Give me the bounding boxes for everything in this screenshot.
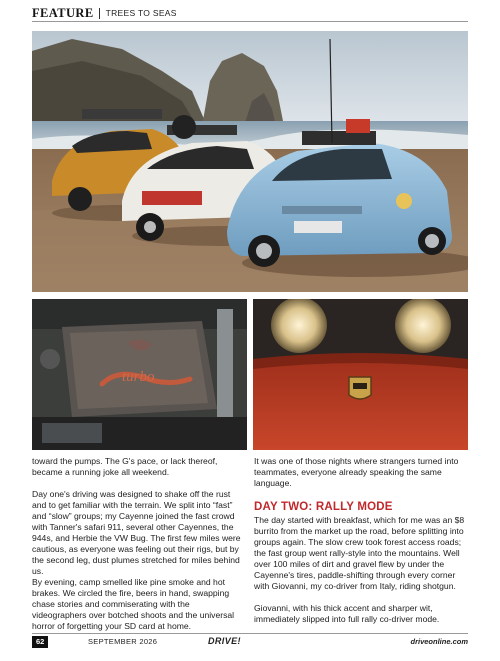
engine-bay-illustration bbox=[32, 299, 247, 450]
section-heading: DAY TWO: RALLY MODE bbox=[254, 501, 393, 513]
right-rally-light-icon bbox=[395, 299, 451, 353]
rally-lights-illustration bbox=[253, 299, 468, 450]
footer-rule bbox=[32, 633, 468, 634]
header-rule bbox=[32, 21, 468, 22]
section-label: FEATURE bbox=[32, 5, 94, 20]
page-footer bbox=[32, 636, 468, 648]
page-header bbox=[32, 6, 177, 20]
photo-rally-lights bbox=[253, 299, 468, 450]
article-left-column bbox=[32, 456, 245, 643]
magazine-logo: DRIVE! bbox=[208, 636, 241, 646]
photo-engine-bay bbox=[32, 299, 247, 450]
left-rally-light-icon bbox=[271, 299, 327, 353]
website-url: driveonline.com bbox=[410, 637, 468, 646]
header-divider bbox=[99, 8, 100, 19]
page-number: 62 bbox=[32, 636, 48, 648]
article-right-column bbox=[254, 456, 467, 636]
turbo-badge: turbo bbox=[122, 369, 155, 385]
article-paragraph: Giovanni, with his thick accent and sharper wit, immediately slipped into full rally co-driver mode. bbox=[254, 603, 440, 624]
article-paragraph: It was one of those nights where strangers turned into teammates, everyone already speaking the same language. bbox=[254, 456, 459, 488]
issue-date: SEPTEMBER 2026 bbox=[88, 637, 158, 646]
photo-beach-cars bbox=[32, 31, 468, 292]
article-paragraph: The day started with breakfast, which for me was an $8 burrito from the market up the road, before splitting into groups again. The slow crew took forest access roads; the fast group went rally-style into the mountains. Well over 100 miles of dirt and gravel flew by under the Cayenne's tires, paddle-shifting through every corner with Giovanni, my co-driver from Italy, riding shotgun. bbox=[254, 515, 465, 591]
section-subtitle: TREES TO SEAS bbox=[105, 8, 177, 18]
article-paragraph: By evening, camp smelled like pine smoke and hot brakes. We circled the fire, beers in hand, swapping chase stories and commiserating with the videographers over botched shoots and the universal horror of forgetting your SD card at home. bbox=[32, 577, 235, 631]
article-paragraph: toward the pumps. The G's pace, or lack thereof, became a running joke all weekend. bbox=[32, 456, 218, 477]
article-paragraph: Day one's driving was designed to shake off the rust and to get familiar with the terrain. We split into “fast” and “slow” groups; my Cayenne joined the fast crowd with Tanner's safari 911, several other Cayennes, the 944s, and Herbie the VW Bug. The first few miles were cautious, as everyone was feeling out their rigs, but by the second leg, dust plumes stretched for miles behind us. bbox=[32, 489, 241, 576]
beach-cars-illustration bbox=[32, 31, 468, 292]
